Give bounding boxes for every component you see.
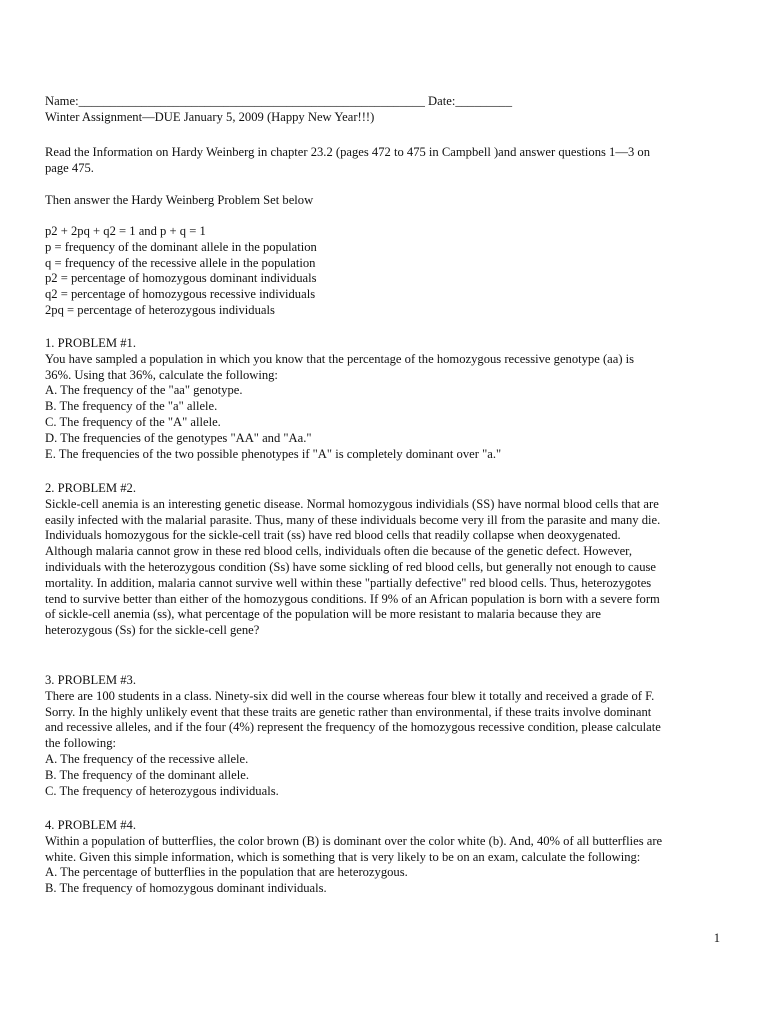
formula-line: q = frequency of the recessive allele in the population bbox=[45, 255, 316, 270]
problem-item: C. The frequency of heterozygous individuals. bbox=[45, 783, 279, 798]
problem-text-line: heterozygous (Ss) for the sickle-cell gene? bbox=[45, 623, 260, 638]
problem-text-line: white. Given this simple information, which is something that is very likely to be on an exam, calculate the following: bbox=[45, 849, 641, 864]
problem-text-line: Although malaria cannot grow in these red blood cells, individuals often die because of the genetic defect. However, bbox=[45, 544, 633, 559]
header-block bbox=[45, 94, 725, 126]
formula-line: p2 = percentage of homozygous dominant individuals bbox=[45, 271, 317, 286]
problem-text-line: tend to survive better than either of the homozygous conditions. If 9% of an African population is born with a severe form bbox=[45, 591, 660, 606]
formula-line: p = frequency of the dominant allele in the population bbox=[45, 239, 317, 254]
problem-text-line: Sickle-cell anemia is an interesting genetic disease. Normal homozygous individials (SS) have normal blood cells that are bbox=[45, 496, 659, 511]
formula-line: p2 + 2pq + q2 = 1 and p + q = 1 bbox=[45, 224, 206, 238]
problem-2 bbox=[45, 481, 725, 639]
problem-item: C. The frequency of the "A" allele. bbox=[45, 414, 221, 429]
problem-item: B. The frequency of the "a" allele. bbox=[45, 399, 218, 414]
problem-text-line: Within a population of butterflies, the color brown (B) is dominant over the color white (b). And, 40% of all butterflies are bbox=[45, 833, 663, 848]
name-date-line: Name:_______________________________________________________ Date:_________ bbox=[45, 94, 512, 108]
problem-text-line: and recessive alleles, and if the four (4%) represent the frequency of the homozygous recessive condition, please calculate bbox=[45, 720, 661, 735]
intro-paragraph bbox=[45, 145, 725, 177]
page-number: 1 bbox=[713, 931, 720, 945]
problem-item: B. The frequency of homozygous dominant individuals. bbox=[45, 881, 327, 896]
problem-text-line: Individuals homozygous for the sickle-cell trait (ss) have red blood cells that readily collapse when deoxygenated. bbox=[45, 528, 621, 543]
problem-3 bbox=[45, 673, 725, 799]
intro-line: Read the Information on Hardy Weinberg in chapter 23.2 (pages 472 to 475 in Campbell )and answer questions 1—3 on bbox=[45, 145, 650, 159]
problem-text-line: There are 100 students in a class. Ninety-six did well in the course whereas four blew it totally and received a grade of F. bbox=[45, 688, 655, 703]
problem-text-line: individuals with the heterozygous condition (Ss) have some sickling of red blood cells, but generally not enough to cause bbox=[45, 559, 657, 574]
problem-item: A. The frequency of the "aa" genotype. bbox=[45, 383, 243, 398]
problem-item: A. The frequency of the recessive allele. bbox=[45, 751, 249, 766]
instruction-paragraph bbox=[45, 193, 725, 209]
problem-text-line: the following: bbox=[45, 736, 117, 751]
instruction-line: Then answer the Hardy Weinberg Problem Set below bbox=[45, 193, 314, 207]
intro-line: page 475. bbox=[45, 160, 94, 175]
problem-text-line: mortality. In addition, malaria cannot survive well within these "partially defective" red blood cells. Thus, heterozygotes bbox=[45, 575, 652, 590]
problem-text-line: easily infected with the malarial parasite. Thus, many of these individuals become very ill from the parasite and many die. bbox=[45, 512, 661, 527]
problem-1 bbox=[45, 336, 725, 462]
formula-line: q2 = percentage of homozygous recessive individuals bbox=[45, 287, 316, 302]
problem-heading: 3. PROBLEM #3. bbox=[45, 673, 136, 687]
assignment-title: Winter Assignment—DUE January 5, 2009 (Happy New Year!!!) bbox=[45, 109, 375, 124]
problem-item: E. The frequencies of the two possible phenotypes if "A" is completely dominant over "a." bbox=[45, 446, 502, 461]
problem-item: D. The frequencies of the genotypes "AA" and "Aa." bbox=[45, 430, 312, 445]
formula-line: 2pq = percentage of heterozygous individuals bbox=[45, 302, 275, 317]
problem-text-line: Sorry. In the highly unlikely event that these traits are genetic rather than environmental, if these traits involve dominant bbox=[45, 704, 652, 719]
problem-4 bbox=[45, 818, 725, 897]
problem-heading: 1. PROBLEM #1. bbox=[45, 336, 136, 350]
formula-block bbox=[45, 224, 725, 319]
problem-text-line: 36%. Using that 36%, calculate the following: bbox=[45, 367, 278, 382]
problem-item: B. The frequency of the dominant allele. bbox=[45, 767, 249, 782]
problem-text-line: You have sampled a population in which you know that the percentage of the homozygous recessive genotype (aa) is bbox=[45, 351, 635, 366]
problem-item: A. The percentage of butterflies in the population that are heterozygous. bbox=[45, 865, 408, 880]
problem-heading: 4. PROBLEM #4. bbox=[45, 818, 136, 832]
problem-heading: 2. PROBLEM #2. bbox=[45, 481, 136, 495]
problem-text-line: of sickle-cell anemia (ss), what percentage of the population will be more resistant to malaria because they are bbox=[45, 607, 602, 622]
